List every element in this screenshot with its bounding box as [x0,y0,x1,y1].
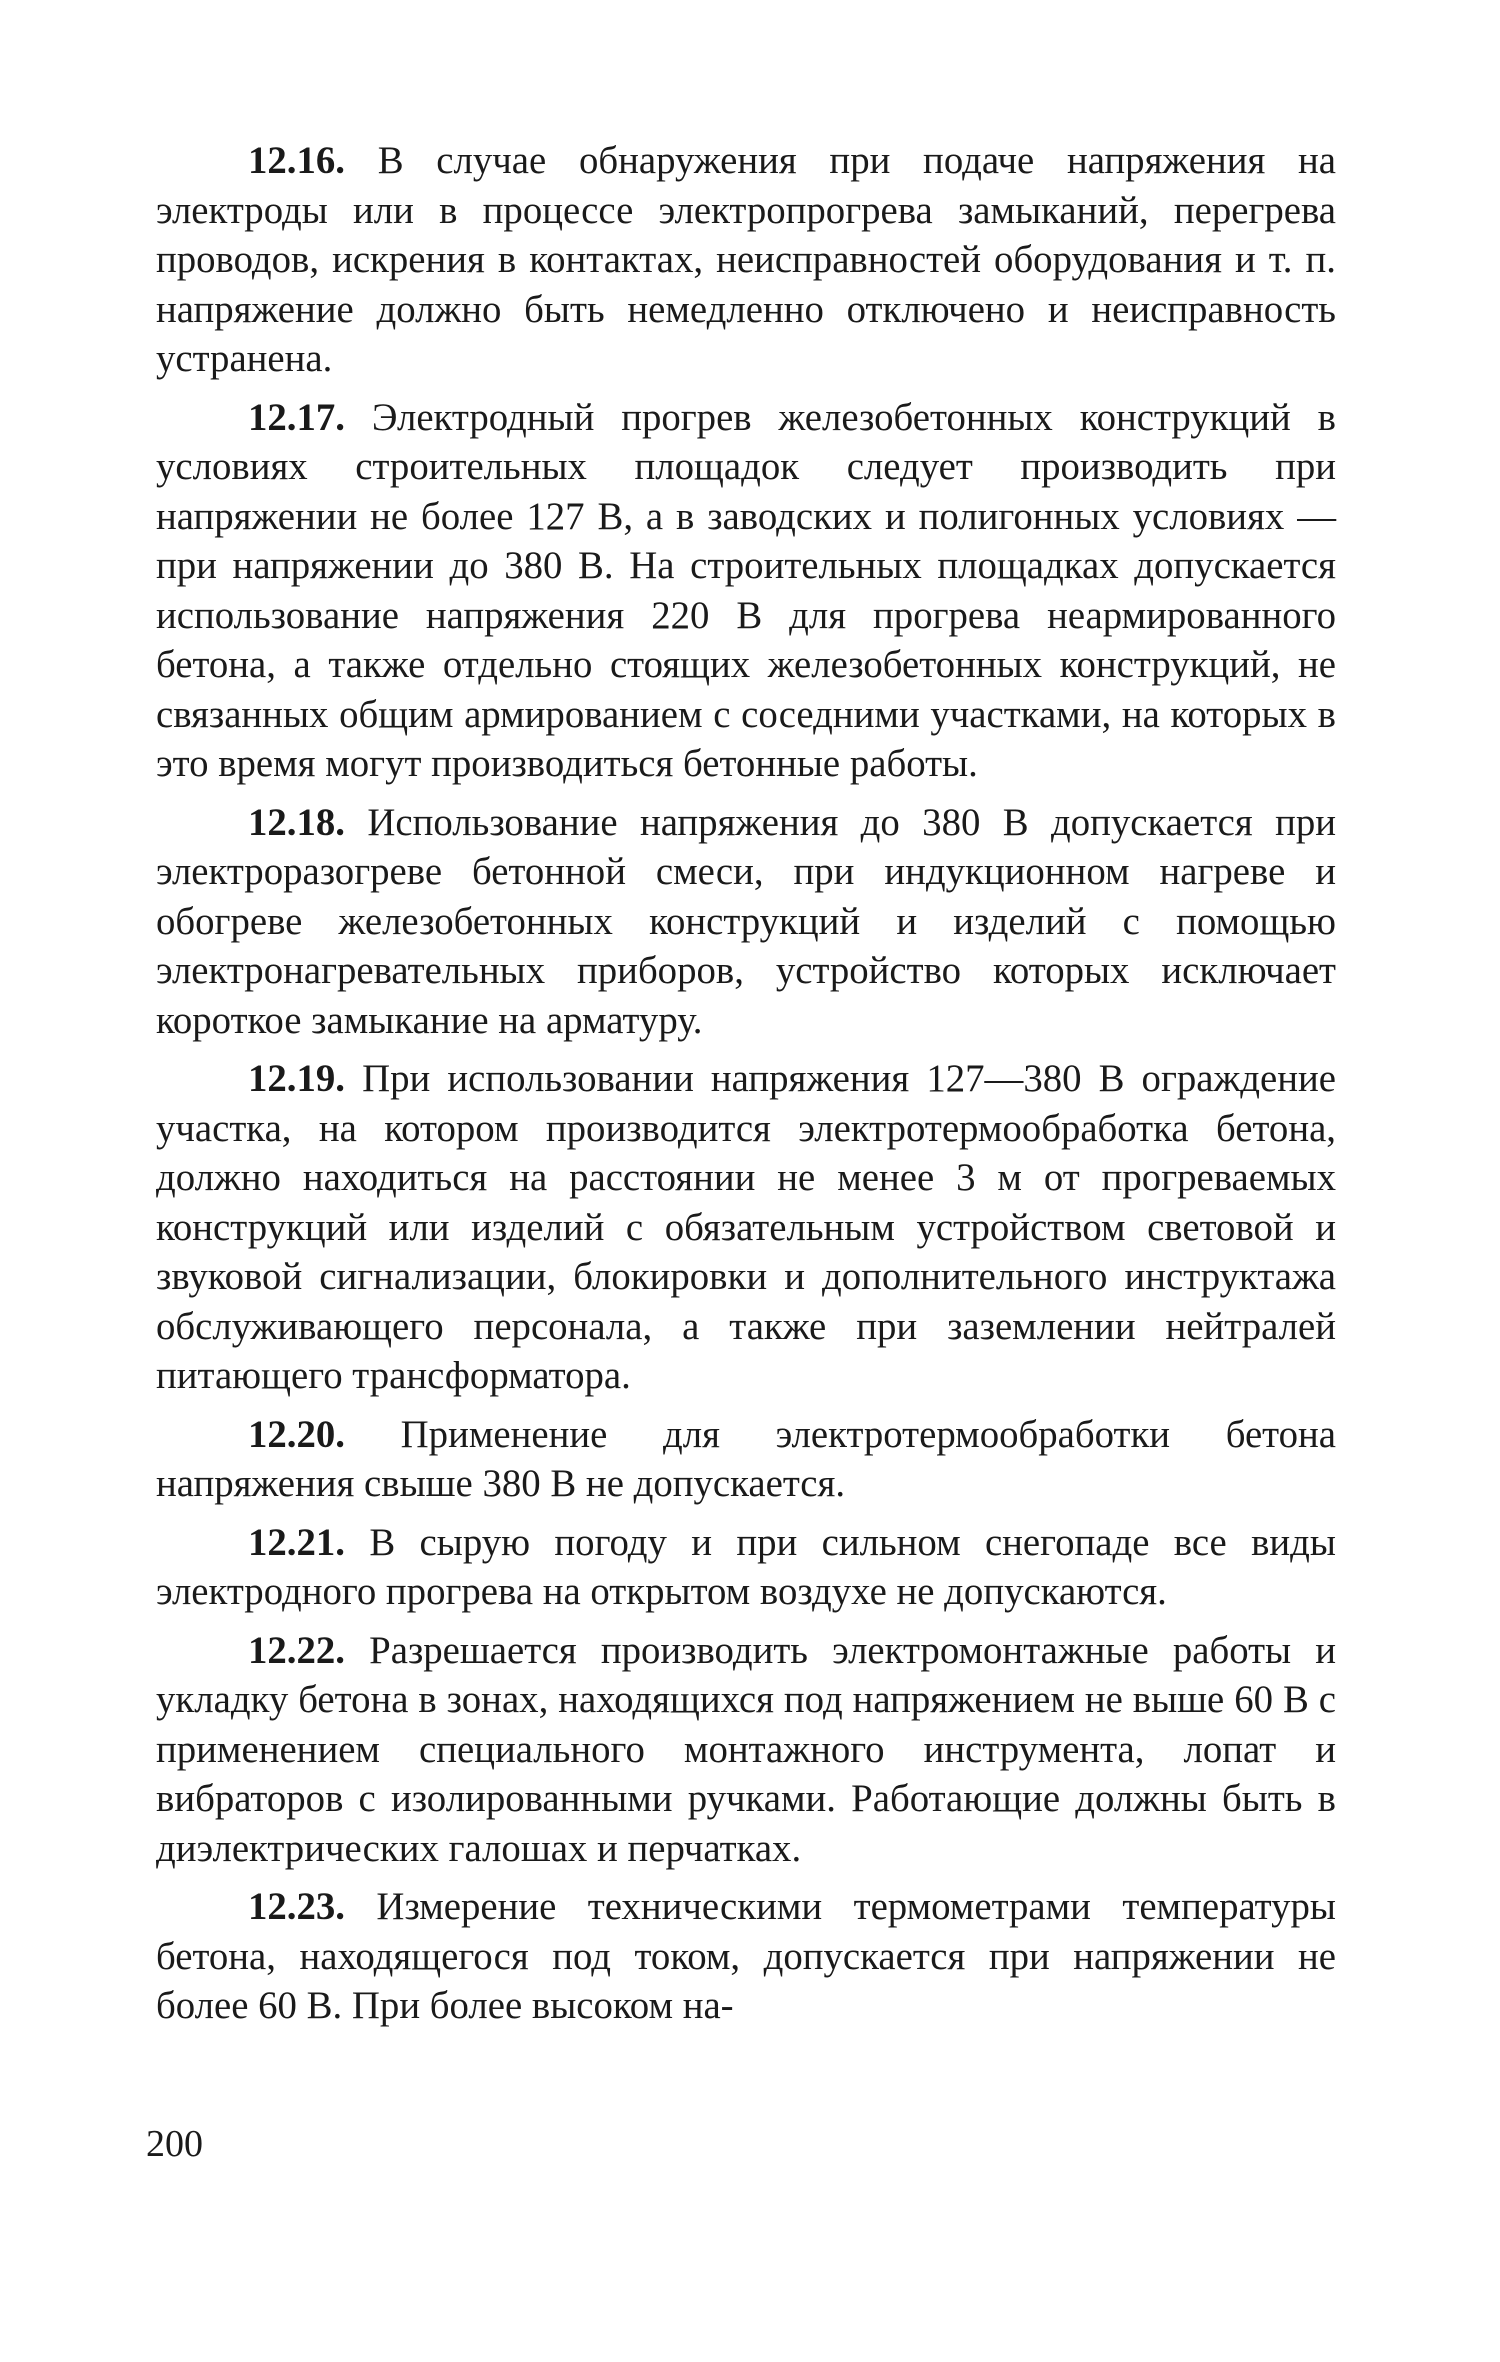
paragraph-12-16 [156,136,1336,384]
paragraph-text: В сырую погоду и при сильном снегопаде все виды электродного прогрева на открытом воздухе не допускаются. [156,1520,1336,1613]
paragraph-number: 12.18. [248,800,345,844]
paragraph-12-23 [156,1882,1336,2031]
paragraph-text: При использовании напряжения 127—380 В ограждение участка, на котором производится электротермообработка бетона, должно находиться на расстоянии не менее 3 м от прогреваемых конструкций или изделий с обязательным устройством световой и звуковой сигнализации, блокировки и дополнительного инструктажа обслуживающего персонала, а также при заземлении нейтралей питающего трансформатора. [156,1057,1336,1397]
paragraph-12-18 [156,798,1336,1046]
paragraph-text: В случае обнаружения при подаче напряжения на электроды или в процессе электропрогрева замыканий, перегрева проводов, искрения в контактах, неисправностей оборудования и т. п. напряжение должно быть немедленно отключено и неисправность устранена. [156,139,1337,380]
paragraph-number: 12.21. [248,1520,345,1564]
paragraph-number: 12.19. [248,1057,345,1100]
paragraph-text: Электродный прогрев железобетонных конструкций в условиях строительных площадок следует производить при напряжении не более 127 В, а в заводских и полигонных условиях — при напряжении до 380 В. На строительных площадках допускается использование напряжения 220 В для прогрева неармированного бетона, а также отдельно стоящих железобетонных конструкций, не связанных общим армированием с соседними участками, на которых в это время могут производиться бетонные работы. [156,395,1336,785]
paragraph-number: 12.17. [248,395,345,439]
paragraph-text: Измерение техническими термометрами температуры бетона, находящегося под током, допускается при напряжении не более 60 В. При более высоком на- [156,1885,1336,2027]
paragraph-number: 12.22. [248,1628,345,1672]
paragraph-12-20 [156,1410,1336,1509]
paragraph-number: 12.16. [248,139,345,182]
paragraph-12-17 [156,393,1336,789]
paragraph-12-19 [156,1054,1336,1401]
paragraph-12-22 [156,1626,1336,1874]
paragraph-number: 12.20. [248,1412,345,1456]
page-number: 200 [146,2123,203,2165]
page-body [156,136,1336,2040]
paragraph-text: Использование напряжения до 380 В допускается при электроразогреве бетонной смеси, при индукционном нагреве и обогреве железобетонных конструкций и изделий с помощью электронагревательных приборов, устройство которых исключает короткое замыкание на арматуру. [156,800,1336,1042]
paragraph-number: 12.23. [248,1885,345,1928]
paragraph-text: Применение для электротермообработки бетона напряжения свыше 380 В не допускается. [156,1412,1336,1505]
paragraph-text: Разрешается производить электромонтажные работы и укладку бетона в зонах, находящихся под напряжением не выше 60 В с применением специального монтажного инструмента, лопат и вибраторов с изолированными ручками. Работающие должны быть в диэлектрических галошах и перчатках. [156,1628,1337,1870]
paragraph-12-21 [156,1518,1336,1617]
